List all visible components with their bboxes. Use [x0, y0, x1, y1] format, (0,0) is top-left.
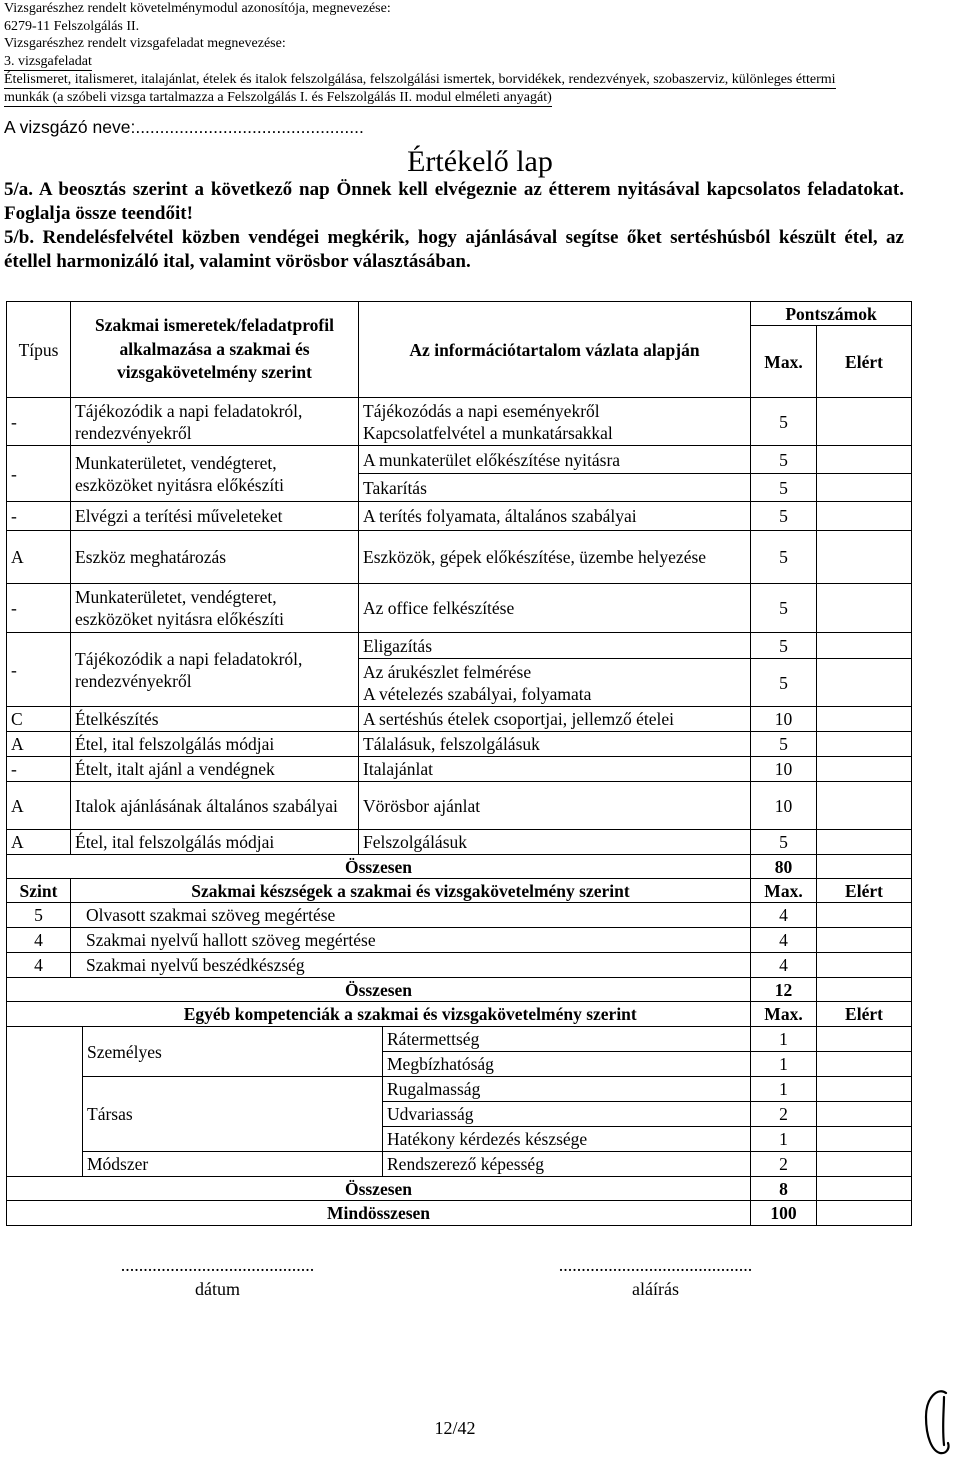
exam-task-label: Vizsgarészhez rendelt vizsgafeladat megnevezése:: [4, 36, 286, 51]
col-header-profile: Szakmai ismeretek/feladatprofil alkalmazása a szakmai és vizsgakövetelmény szerint: [71, 302, 359, 398]
table-row: A Étel, ital felszolgálás módjai Felszolgálásuk 5: [7, 830, 912, 855]
module-code: 6279-11 Felszolgálás II.: [4, 18, 140, 34]
signature-label: aláírás: [632, 1279, 679, 1299]
signature-field: ........................................... aláírás: [518, 1253, 793, 1301]
table-row: A Eszköz meghatározás Eszközök, gépek előkészítése, üzembe helyezése 5: [7, 531, 912, 584]
table-row: - Tájékozódik a napi feladatokról, rendezvényekről Eligazítás 5: [7, 633, 912, 659]
skills-header-row: Szint Szakmai készségek a szakmai és vizsgakövetelmény szerint Max. Elért: [7, 879, 912, 903]
table-row: Az árukészlet felmérése A vételezés szabályai, folyamata 5: [7, 659, 912, 707]
table-row: 4 Szakmai nyelvű hallott szöveg megértése 4: [7, 928, 912, 953]
table-row: - Ételt, italt ajánl a vendégnek Italajánlat 10: [7, 757, 912, 782]
candidate-name-field: A vizsgázó neve:...............................................: [4, 117, 364, 137]
table-row: - Elvégzi a terítési műveleteket A terítés folyamata, általános szabályai 5: [7, 502, 912, 531]
col-header-info: Az információtartalom vázlata alapján: [359, 302, 751, 398]
table-row: Társas Rugalmasság 1: [7, 1077, 912, 1102]
col-header-type: Típus: [7, 302, 71, 398]
table-row: C Ételkészítés A sertéshús ételek csoportjai, jellemző ételei 10: [7, 707, 912, 732]
exam-task-description: Ételismeret, italismeret, italajánlat, ételek és italok felszolgálása, felszolgálási ismertek, borvidékek, rendezvények, szobaszerviz, különleges éttermi: [4, 71, 836, 87]
exam-task-number: 3. vizsgafeladat: [4, 53, 92, 69]
document-header: [4, 0, 956, 107]
col-header-max: Max.: [751, 326, 817, 398]
table-row: 4 Szakmai nyelvű beszédkészség 4: [7, 953, 912, 978]
grand-total-row: Mindösszesen 100: [7, 1201, 912, 1226]
date-field: ........................................... dátum: [80, 1253, 355, 1301]
competencies-header-row: Egyéb kompetenciák a szakmai és vizsgakövetelmény szerint Max. Elért: [7, 1002, 912, 1027]
page-title: Értékelő lap: [407, 145, 553, 178]
date-label: dátum: [195, 1279, 240, 1299]
table-row: - Tájékozódik a napi feladatokról, rendezvényekről Tájékozódás a napi eseményekről Kapcsolatfelvétel a munkatársakkal 5: [7, 398, 912, 446]
table-row: 5 Olvasott szakmai szöveg megértése 4: [7, 903, 912, 928]
table-row: A Étel, ital felszolgálás módjai Tálalásuk, felszolgálásuk 5: [7, 732, 912, 757]
table-row: - Munkaterületet, vendégteret, eszközöket nyitásra előkészíti A munkaterület előkészítése nyitásra 5: [7, 446, 912, 474]
exam-task-description-cont: munkák (a szóbeli vizsga tartalmazza a Felszolgálás I. és Felszolgálás II. modul elméleti anyagát): [4, 89, 552, 105]
evaluation-table: [6, 301, 912, 1226]
table-row: Hatékony kérdezés készsége 1: [7, 1127, 912, 1152]
table-row: Udvariasság 2: [7, 1102, 912, 1127]
table-row: Takarítás 5: [7, 474, 912, 502]
task-5b: 5/b. Rendelésfelvétel közben vendégei megkérik, hogy ajánlásával segítse őket sertéshúsból készült étel, az étellel harmonizáló ital, valamint vörösbor választásában.: [4, 227, 904, 272]
col-header-achieved: Elért: [817, 326, 912, 398]
table-row: Megbízhatóság 1: [7, 1052, 912, 1077]
table-row: - Munkaterületet, vendégteret, eszközöket nyitásra előkészíti Az office felkészítése 5: [7, 584, 912, 633]
table-row: A Italok ajánlásának általános szabályai Vörösbor ajánlat 10: [7, 782, 912, 830]
page-number: 12/42: [434, 1418, 476, 1438]
handwritten-initial-icon: [920, 1387, 954, 1459]
total-row: Összesen 80: [7, 855, 912, 879]
total-row: Összesen 8: [7, 1177, 912, 1201]
table-row: Személyes Rátermettség 1: [7, 1027, 912, 1052]
module-label: Vizsgarészhez rendelt követelménymodul azonosítója, megnevezése:: [4, 1, 391, 16]
table-row: Módszer Rendszerező képesség 2: [7, 1152, 912, 1177]
task-descriptions: [4, 178, 904, 274]
col-header-points: Pontszámok: [751, 302, 912, 326]
total-row: Összesen 12: [7, 978, 912, 1002]
task-5a: 5/a. A beosztás szerint a következő nap Önnek kell elvégeznie az étterem nyitásával kapcsolatos feladatokat. Foglalja össze teendőit!: [4, 179, 904, 224]
